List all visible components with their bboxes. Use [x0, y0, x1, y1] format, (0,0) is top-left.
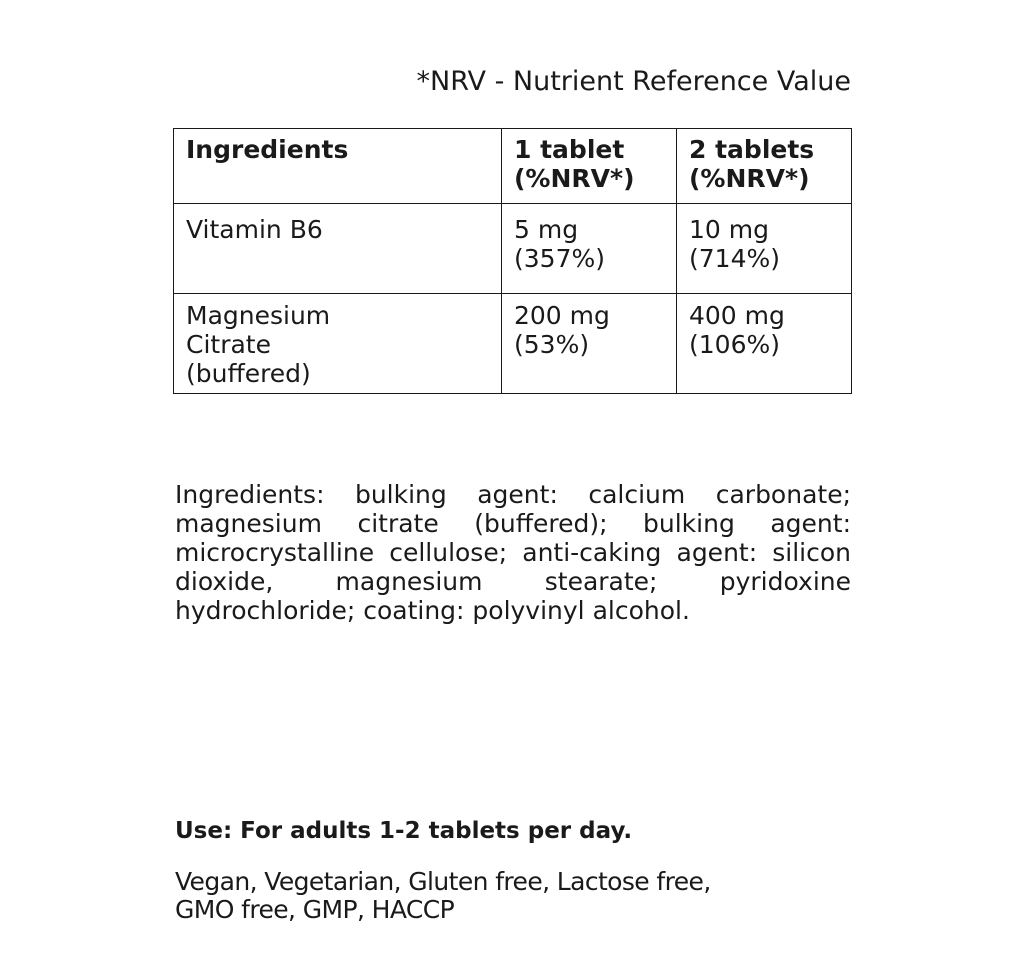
one-tablet-amount: 5 mg [514, 215, 579, 244]
table-row [174, 204, 852, 294]
two-tablets-amount: 10 mg [689, 215, 769, 244]
nrv-footnote: *NRV - Nutrient Reference Value [416, 66, 851, 97]
one-tablet-cell [502, 294, 677, 394]
ingredients-paragraph: Ingredients: bulking agent: calcium carbonate; magnesium citrate (buffered); bulking agent: microcrystalline cellulose; anti-caking agent: silicon dioxide, magnesium stearate; pyridoxine hydrochloride; coating: polyvinyl alcohol. [175, 480, 851, 625]
one-tablet-nrv: (53%) [514, 330, 590, 359]
two-tablets-nrv: (106%) [689, 330, 780, 359]
header-two-tablets-label: 2 tablets [689, 135, 815, 164]
two-tablets-nrv: (714%) [689, 244, 780, 273]
nutrition-table [173, 128, 852, 394]
header-two-tablets-nrv: (%NRV*) [689, 164, 810, 193]
ingredient-cell [174, 294, 502, 394]
one-tablet-amount: 200 mg [514, 301, 610, 330]
header-two-tablets [677, 129, 852, 204]
one-tablet-nrv: (357%) [514, 244, 605, 273]
header-one-tablet-nrv: (%NRV*) [514, 164, 635, 193]
ingredient-name: Citrate [186, 330, 271, 359]
two-tablets-cell [677, 294, 852, 394]
usage-instructions: Use: For adults 1-2 tablets per day. [175, 818, 633, 844]
ingredient-name: Magnesium [186, 301, 331, 330]
header-one-tablet-label: 1 tablet [514, 135, 625, 164]
table-row [174, 294, 852, 394]
header-ingredients [174, 129, 502, 204]
two-tablets-cell [677, 204, 852, 294]
header-one-tablet [502, 129, 677, 204]
one-tablet-cell [502, 204, 677, 294]
ingredient-name: Vitamin B6 [186, 215, 323, 244]
header-ingredients-label: Ingredients [186, 135, 349, 164]
two-tablets-amount: 400 mg [689, 301, 785, 330]
ingredient-cell [174, 204, 502, 294]
dietary-claims-line: Vegan, Vegetarian, Gluten free, Lactose free, [175, 867, 711, 896]
table-header-row [174, 129, 852, 204]
dietary-claims [175, 868, 711, 924]
dietary-claims-line: GMO free, GMP, HACCP [175, 895, 455, 924]
ingredient-name: (buffered) [186, 359, 311, 388]
